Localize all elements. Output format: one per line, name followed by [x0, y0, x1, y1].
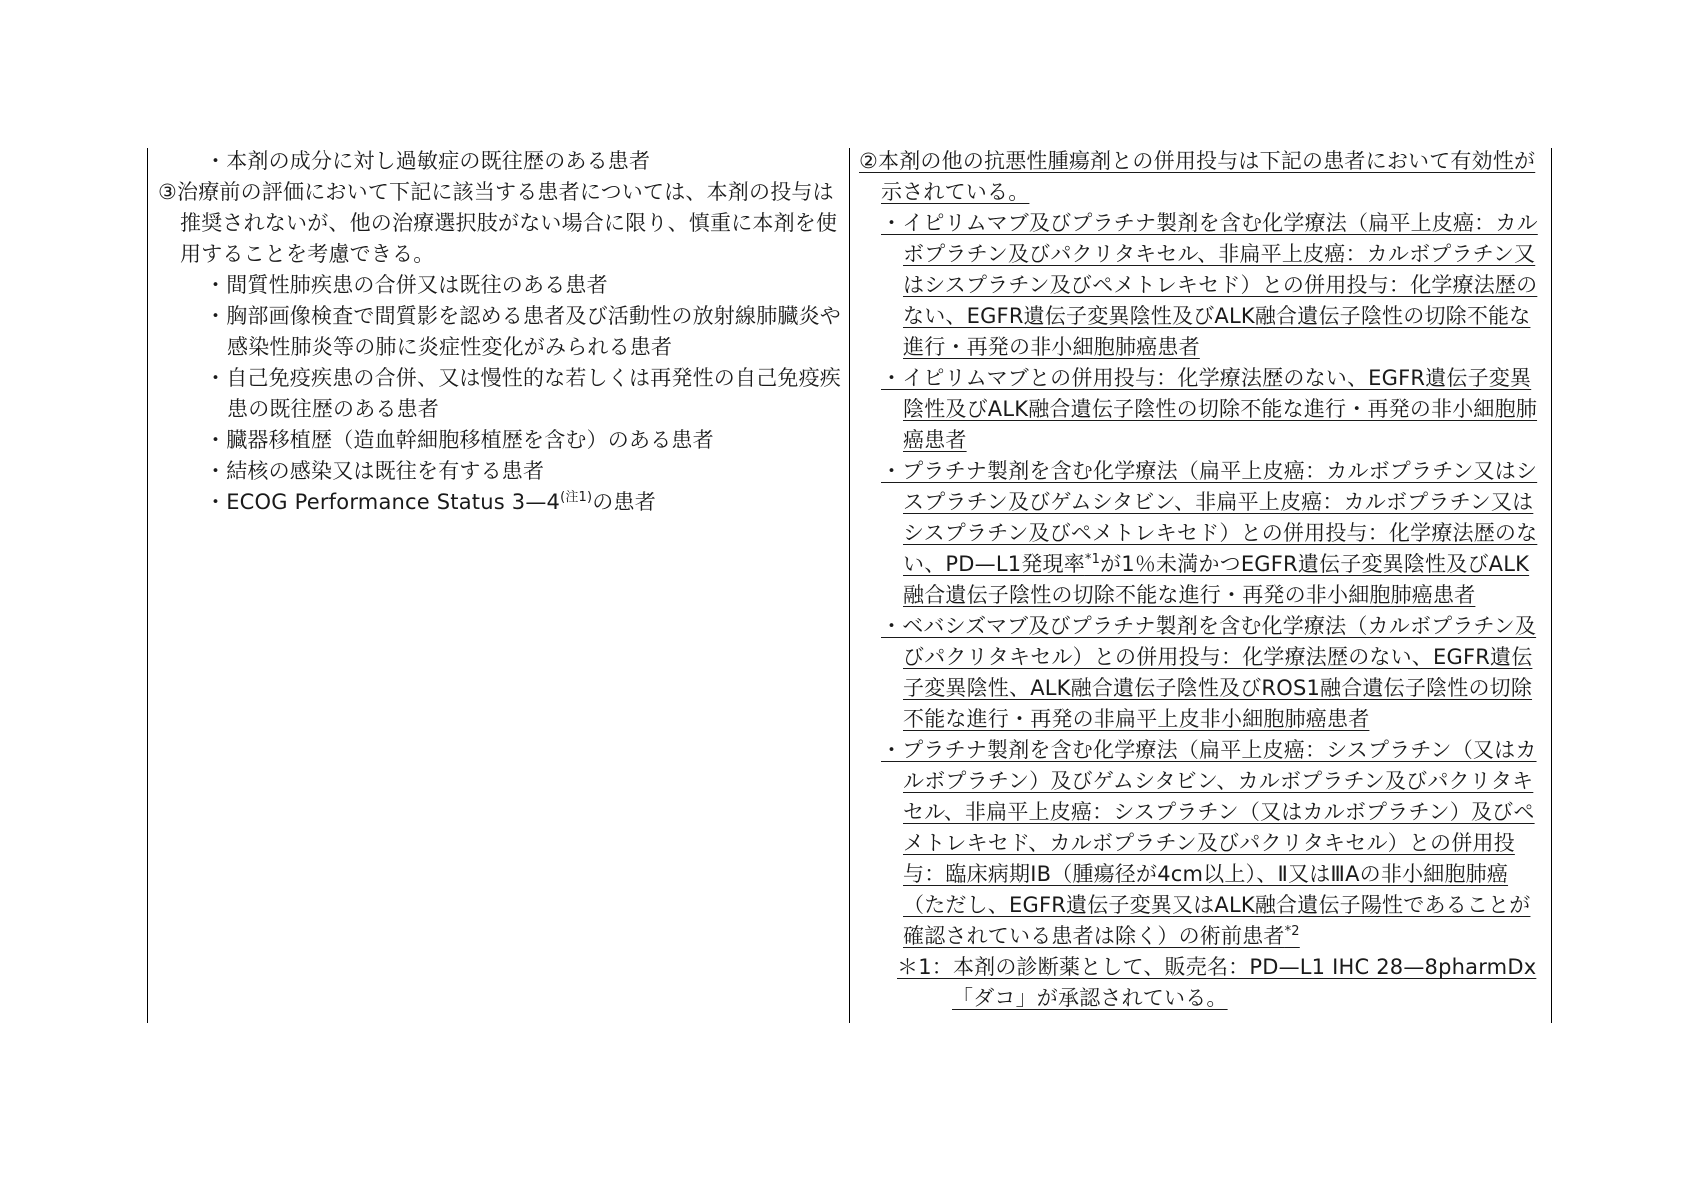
right-paragraph: [859, 735, 1547, 952]
left-paragraph-text-cont: の患者: [592, 490, 656, 514]
right-border: [1551, 148, 1552, 1023]
right-paragraph-text: ②本剤の他の抗悪性腫瘍剤との併用投与は下記の患者において有効性が示されている。: [859, 149, 1536, 204]
right-paragraph-text: ・イピリムマブとの併用投与：化学療法歴のない、EGFR遺伝子変異陰性及びALK融合遺伝子陰性の切除不能な進行・再発の非小細胞肺癌患者: [881, 366, 1538, 452]
left-paragraph: [158, 487, 848, 518]
right-paragraph-text: ・イピリムマブ及びプラチナ製剤を含む化学療法（扁平上皮癌：カルボプラチン及びパクリタキセル、非扁平上皮癌：カルボプラチン又はシスプラチン及びペメトレキセド）との併用投与：化学療法歴のない、EGFR遺伝子変異陰性及びALK融合遺伝子陰性の切除不能な進行・再発の非小細胞肺癌患者: [881, 211, 1538, 359]
left-paragraph-text: ・自己免疫疾患の合併、又は慢性的な若しくは再発性の自己免疫疾患の既往歴のある患者: [205, 366, 841, 421]
left-paragraph: [158, 425, 848, 456]
left-paragraph: [158, 456, 848, 487]
right-paragraph-text: ＊1：本剤の診断薬として、販売名：PD—L1 IHC 28—8pharmDx「ダコ」が承認されている。: [897, 955, 1537, 1010]
right-paragraph: [859, 208, 1547, 363]
right-column: [859, 146, 1547, 1014]
right-paragraph-text: ・プラチナ製剤を含む化学療法（扁平上皮癌：シスプラチン（又はカルボプラチン）及びゲムシタビン、カルボプラチン及びパクリタキセル、非扁平上皮癌：シスプラチン（又はカルボプラチン）及びペメトレキセド、カルボプラチン及びパクリタキセル）との併用投与：臨床病期ⅠB（腫瘍径が4cm以上）、Ⅱ又はⅢAの非小細胞肺癌（ただし、EGFR遺伝子変異又はALK融合遺伝子陽性であることが確認されている患者は除く）の術前患者: [881, 738, 1537, 948]
right-paragraph: [859, 611, 1547, 735]
left-paragraph-text: ・胸部画像検査で間質影を認める患者及び活動性の放射線肺臓炎や感染性肺炎等の肺に炎症性変化がみられる患者: [205, 304, 841, 359]
right-footnote-ref: *2: [1284, 924, 1300, 939]
right-footnote-ref: *1: [1084, 552, 1101, 567]
left-paragraph: [158, 363, 848, 425]
left-paragraph-text: ・臓器移植歴（造血幹細胞移植歴を含む）のある患者: [205, 428, 714, 452]
left-paragraph: [158, 146, 848, 177]
right-paragraph: [859, 952, 1547, 1014]
right-paragraph: [859, 363, 1547, 456]
left-paragraph-text: ・間質性肺疾患の合併又は既往のある患者: [205, 273, 608, 297]
right-paragraph-text-cont: が1％未満かつEGFR遺伝子変異陰性及びALK融合遺伝子陰性の切除不能な進行・再発の非小細胞肺癌患者: [903, 552, 1530, 607]
left-column: [158, 146, 848, 518]
left-paragraph: [158, 177, 848, 270]
left-paragraph: [158, 270, 848, 301]
left-paragraph-text: ・ECOG Performance Status 3—4: [205, 490, 561, 514]
right-paragraph-text: ・ベバシズマブ及びプラチナ製剤を含む化学療法（カルボプラチン及びパクリタキセル）との併用投与：化学療法歴のない、EGFR遺伝子変異陰性、ALK融合遺伝子陰性及びROS1融合遺伝子陰性の切除不能な進行・再発の非扁平上皮非小細胞肺癌患者: [881, 614, 1537, 731]
right-paragraph: [859, 456, 1547, 611]
center-divider: [849, 148, 850, 1023]
left-paragraph-text: ・本剤の成分に対し過敏症の既往歴のある患者: [205, 149, 651, 173]
right-paragraph: [859, 146, 1547, 208]
left-footnote-ref: (注1): [560, 490, 593, 505]
left-border: [147, 148, 148, 1023]
right-paragraph-text: ・プラチナ製剤を含む化学療法（扁平上皮癌：カルボプラチン又はシスプラチン及びゲムシタビン、非扁平上皮癌：カルボプラチン又はシスプラチン及びペメトレキセド）との併用投与：化学療法歴のない、PD—L1発現率: [881, 459, 1538, 576]
left-paragraph-text: ③治療前の評価において下記に該当する患者については、本剤の投与は推奨されないが、他の治療選択肢がない場合に限り、慎重に本剤を使用することを考慮できる。: [158, 180, 838, 266]
left-paragraph-text: ・結核の感染又は既往を有する患者: [205, 459, 545, 483]
left-paragraph: [158, 301, 848, 363]
